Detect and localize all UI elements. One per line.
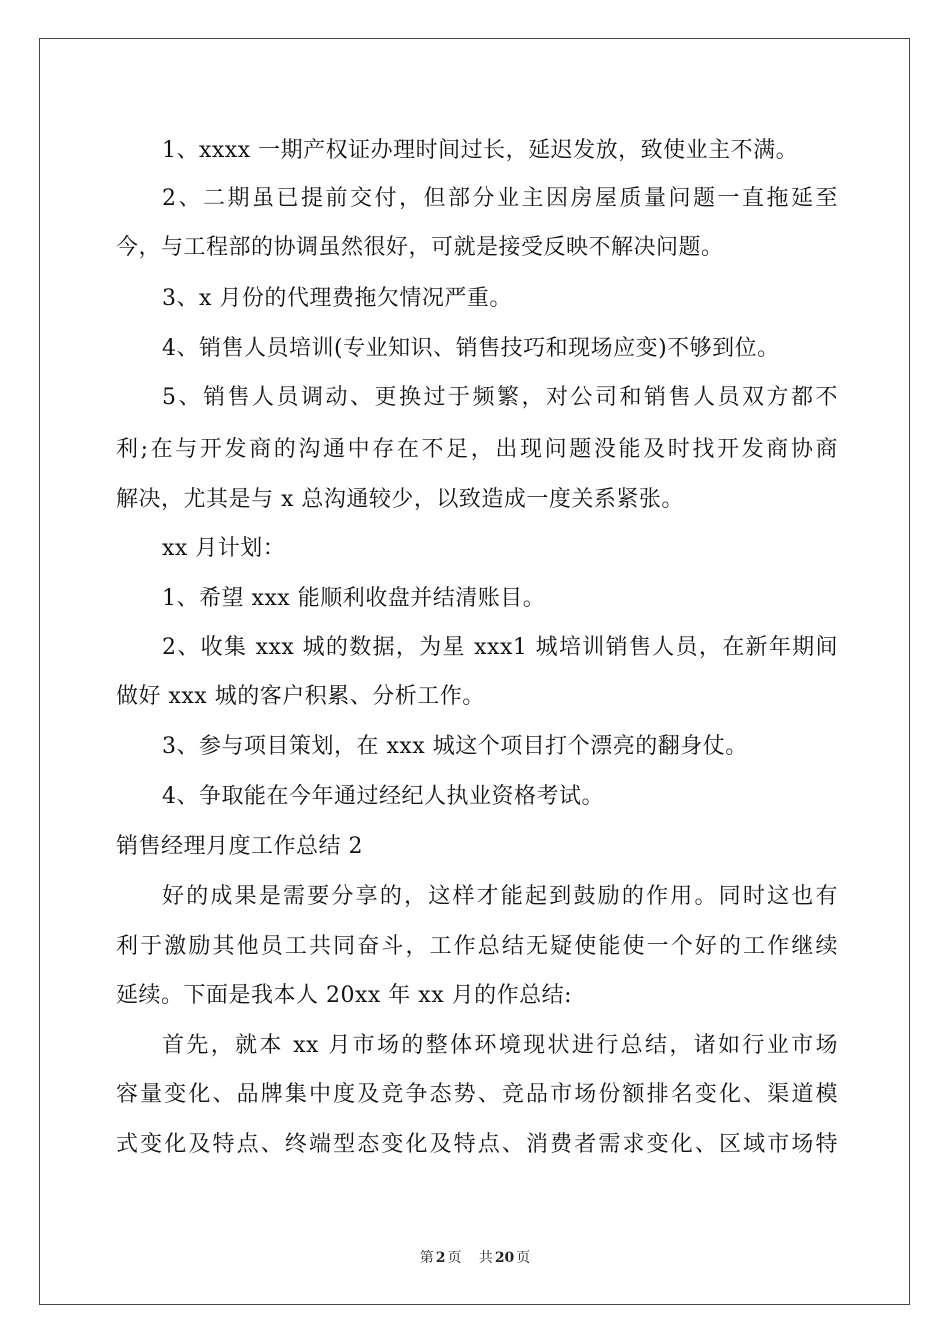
paragraph-line: 利于激励其他员工共同奋斗，工作总结无疑使能使一个好的工作继续 [116, 934, 838, 959]
paragraph-line: 2、收集 xxx 城的数据，为星 xxx1 城培训销售人员，在新年期间 [162, 635, 838, 660]
paragraph-line: 延续。下面是我本人 20xx 年 xx 月的作总结: [116, 983, 573, 1008]
footer-prefix: 第 [419, 1250, 434, 1266]
footer-page-suffix: 页 [447, 1250, 462, 1266]
document-heading: 销售经理月度工作总结 2 [116, 834, 363, 859]
paragraph-line: 5、销售人员调动、更换过于频繁，对公司和销售人员双方都不 [162, 385, 838, 410]
paragraph-line: 1、希望 xxx 能顺利收盘并结清账目。 [162, 586, 546, 611]
paragraph-line: 好的成果是需要分享的，这样才能起到鼓励的作用。同时这也有 [162, 884, 838, 909]
paragraph-line: 4、销售人员培训(专业知识、销售技巧和现场应变)不够到位。 [162, 336, 780, 361]
footer-total-prefix: 共 [478, 1250, 493, 1266]
paragraph-line: 容量变化、品牌集中度及竞争态势、竞品市场份额排名变化、渠道模 [116, 1082, 838, 1107]
page-border [39, 38, 910, 1305]
paragraph-line: 利;在与开发商的沟通中存在不足，出现问题没能及时找开发商协商 [116, 437, 838, 462]
paragraph-line: 首先，就本 xx 月市场的整体环境现状进行总结，诸如行业市场 [162, 1033, 838, 1058]
paragraph-line: 做好 xxx 城的客户积累、分析工作。 [116, 684, 485, 709]
footer-total-pages: 20 [494, 1250, 515, 1266]
section-heading: xx 月计划： [162, 536, 286, 561]
paragraph-line: 3、x 月份的代理费拖欠情况严重。 [162, 286, 512, 311]
paragraph-line: 式变化及特点、终端型态变化及特点、消费者需求变化、区域市场特 [116, 1132, 838, 1157]
paragraph-line: 3、参与项目策划，在 xxx 城这个项目打个漂亮的翻身仗。 [162, 734, 748, 759]
footer-total-suffix: 页 [516, 1250, 531, 1266]
paragraph-line: 2、二期虽已提前交付，但部分业主因房屋质量问题一直拖延至 [162, 186, 838, 211]
paragraph-line: 今，与工程部的协调虽然很好，可就是接受反映不解决问题。 [116, 235, 724, 260]
page-footer [0, 1249, 950, 1267]
paragraph-line: 解决，尤其是与 x 总沟通较少，以致造成一度关系紧张。 [116, 487, 684, 512]
footer-page-number: 2 [435, 1250, 446, 1266]
paragraph-line: 1、xxxx 一期产权证办理时间过长，延迟发放，致使业主不满。 [162, 138, 799, 163]
paragraph-line: 4、争取能在今年通过经纪人执业资格考试。 [162, 784, 604, 809]
